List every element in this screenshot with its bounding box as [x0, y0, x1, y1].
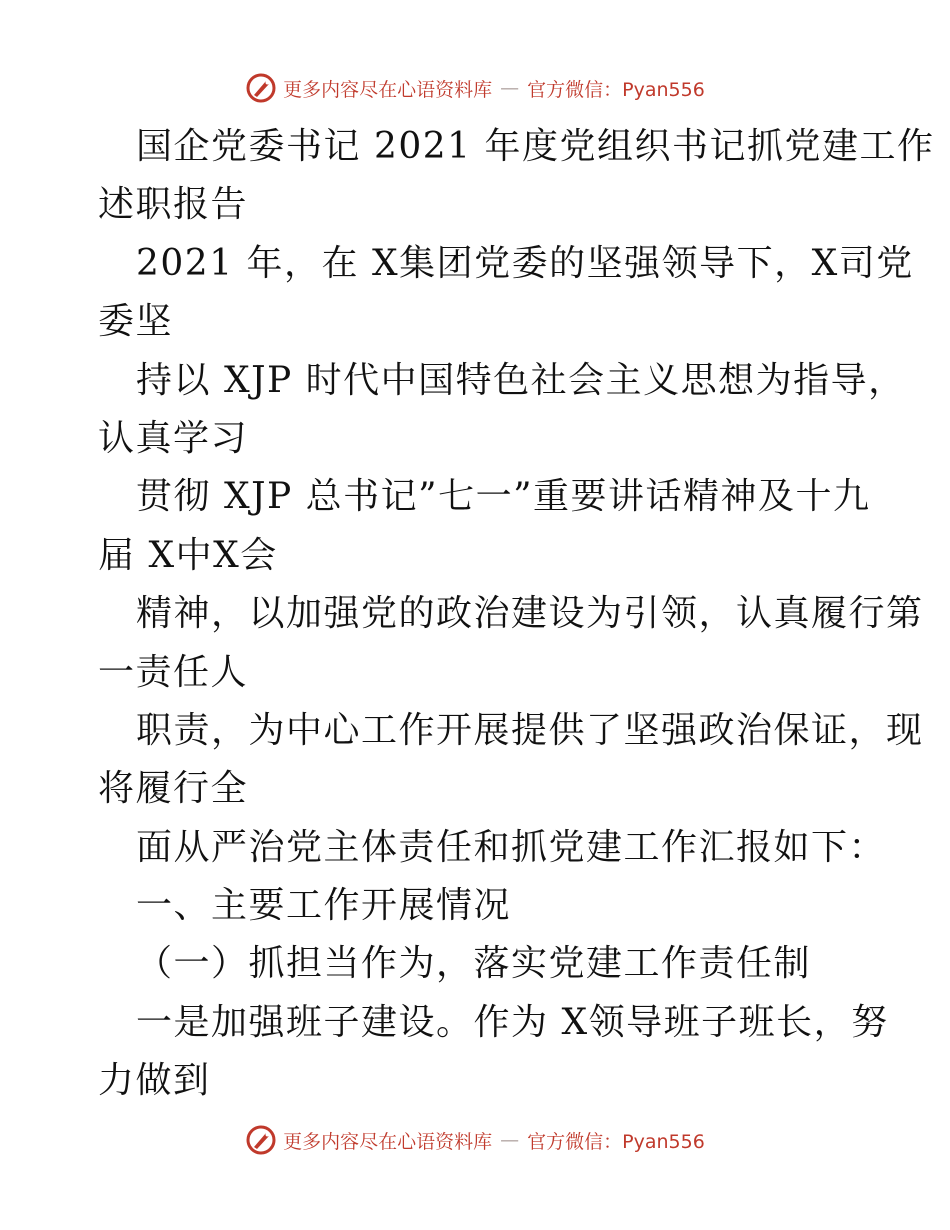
watermark-text: 更多内容尽在心语资料库: [283, 1130, 493, 1153]
paragraph-line: 贯彻 XJP 总书记”七一”重要讲话精神及十九: [136, 476, 871, 518]
paragraph-line: 力做到: [98, 1060, 211, 1102]
paragraph-line: 将履行全: [98, 768, 249, 810]
paragraph-line: 职责，为中心工作开展提供了坚强政治保证，现: [136, 709, 924, 751]
paragraph-line: 精神，以加强党的政治建设为引领，认真履行第: [136, 593, 924, 635]
header-watermark: [0, 72, 950, 104]
paragraph-line: 委坚: [98, 301, 174, 343]
watermark-wechat: 官方微信：Pyan556: [527, 78, 705, 101]
watermark-dash: —: [500, 1129, 520, 1151]
watermark-dash: —: [500, 77, 520, 99]
paragraph-line: 认真学习: [98, 417, 249, 459]
footer-watermark: [0, 1124, 950, 1156]
paragraph-line: 届 X中X会: [98, 534, 278, 576]
title-line-2: 述职报告: [98, 184, 249, 226]
paragraph-line: 一是加强班子建设。作为 X领导班子班长，努: [136, 1001, 889, 1043]
watermark-wechat: 官方微信：Pyan556: [527, 1130, 705, 1153]
title-line-1: 国企党委书记 2021 年度党组织书记抓党建工作: [136, 126, 935, 167]
paragraph-line: 一责任人: [98, 651, 249, 693]
document-body: [98, 118, 935, 1111]
paragraph-line: 面从严治党主体责任和抓党建工作汇报如下：: [136, 826, 887, 868]
paragraph-line: 持以 XJP 时代中国特色社会主义思想为指导，: [136, 359, 906, 401]
pen-logo-icon: [245, 72, 277, 104]
paragraph-line: 2021 年，在 X集团党委的坚强领导下，X司党: [136, 242, 914, 284]
section-heading: 一、主要工作开展情况: [136, 885, 512, 927]
subsection-heading: （一）抓担当作为，落实党建工作责任制: [136, 943, 812, 985]
pen-logo-icon: [245, 1124, 277, 1156]
watermark-text: 更多内容尽在心语资料库: [283, 78, 493, 101]
